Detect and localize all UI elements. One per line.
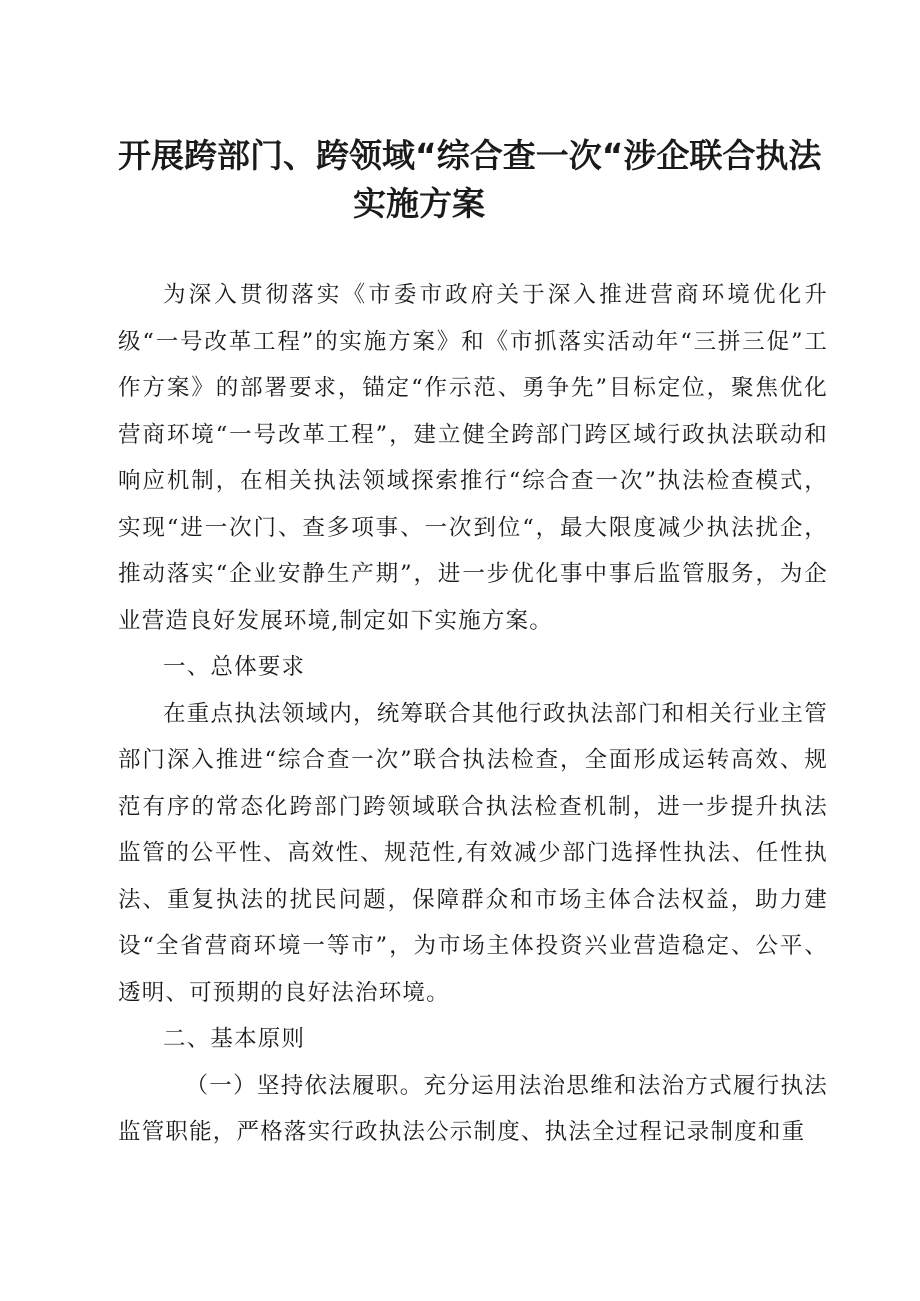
intro-paragraph: 为深入贯彻落实《市委市政府关于深入推进营商环境优化升级“一号改革工程”的实施方案》和《市抓落实活动年“三拼三促”工作方案》的部署要求，锚定“作示范、勇争先”目标定位，聚焦优化营商环境“一号改革工程”，建立健全跨部门跨区域行政执法联动和响应机制，在相关执法领域探索推行“综合查一次”执法检查模式，实现“进一次门、查多项事、一次到位“，最大限度减少执法扰企，推动落实“企业安静生产期”，进一步优化事中事后监管服务，为企业营造良好发展环境,制定如下实施方案。: [118, 282, 828, 634]
general-requirements-paragraph: 在重点执法领域内，统筹联合其他行政执法部门和相关行业主管部门深入推进“综合查一次”联合执法检查，全面形成运转高效、规范有序的常态化跨部门跨领域联合执法检查机制，进一步提升执法监管的公平性、高效性、规范性,有效减少部门选择性执法、任性执法、重复执法的扰民问题，保障群众和市场主体合法权益，助力建设“全省营商环境一等市”，为市场主体投资兴业营造稳定、公平、透明、可预期的良好法治环境。: [118, 700, 828, 1006]
title-line-1: 开展跨部门、跨领域“综合查一次“涉企联合执法: [118, 136, 822, 175]
section-heading-basic-principles: 二、基本原则: [163, 1026, 306, 1052]
title-line-2: 实施方案: [353, 184, 485, 223]
document-body: [118, 272, 828, 1156]
section-heading-general-requirements: 一、总体要求: [163, 654, 306, 680]
principle-item-1: （一）坚持依法履职。充分运用法治思维和法治方式履行执法监管职能，严格落实行政执法公示制度、执法全过程记录制度和重: [118, 1072, 828, 1145]
document-title: [118, 132, 822, 228]
